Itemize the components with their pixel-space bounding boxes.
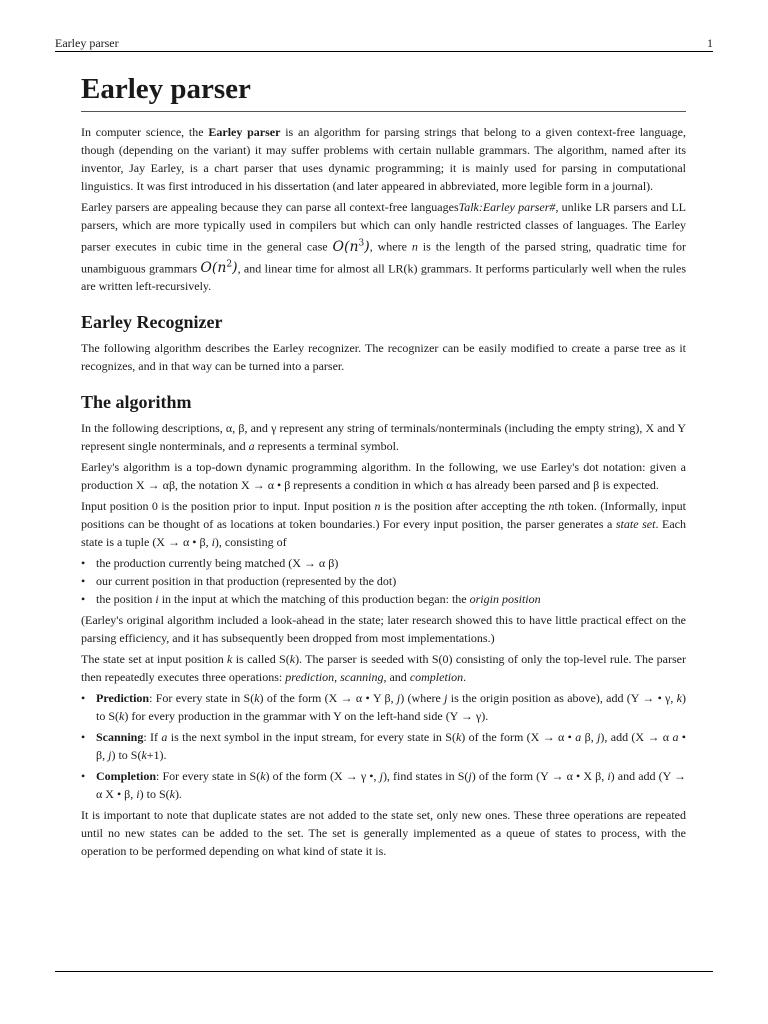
- operation-prediction: • Prediction: For every state in S(k) of the form (X → α • Y β, j) (where j is the origin position as above), add (Y → • γ, k) to S(k) for every production in the grammar with Y on the left-hand side (Y → γ).: [81, 691, 686, 724]
- algorithm-paragraph-4: (Earley's original algorithm included a look-ahead in the state; later research showed this to have little practical effect on the parsing efficiency, and it has subsequently been dropped from most implementations.): [81, 613, 686, 646]
- page-title: Earley parser: [81, 72, 686, 112]
- footer-rule: [55, 971, 713, 972]
- article-body: [81, 72, 686, 863]
- talk-reference: Talk:Earley parser#: [458, 200, 556, 214]
- list-item: • the position i in the input at which the matching of this production began: the origin position: [81, 592, 541, 607]
- section-heading-earley-recognizer: Earley Recognizer: [81, 312, 223, 333]
- header-rule: [55, 51, 713, 52]
- intro-paragraph-1: In computer science, the Earley parser is an algorithm for parsing strings that belong to a given context-free language, though (depending on the variant) it may suffer problems with certain nullable grammars. The algorithm, named after its inventor, Jay Earley, is a chart parser that uses dynamic programming; it is mainly used for parsing in computational linguistics. It was first introduced in his dissertation (and later appeared in abbreviated, more legible form in a journal).: [81, 125, 687, 193]
- section-heading-the-algorithm: The algorithm: [81, 392, 192, 413]
- running-head-title: Earley parser: [55, 36, 119, 50]
- algorithm-paragraph-3: Input position 0 is the position prior to input. Input position n is the position after accepting the nth token. (Informally, input positions can be thought of as locations at token boundaries.) For every input position, the parser generates a state set. Each state is a tuple (X → α • β, i), consisting of: [81, 499, 687, 550]
- operation-scanning: • Scanning: If a is the next symbol in the input stream, for every state in S(k) of the form (X → α • a β, j), add (X → α a • β, j) to S(k+1).: [81, 730, 687, 763]
- running-head: [55, 36, 713, 52]
- algorithm-paragraph-5: The state set at input position k is called S(k). The parser is seeded with S(0) consisting of only the top-level rule. The parser then repeatedly executes three operations: prediction, scanning, and completion.: [81, 652, 686, 685]
- page-number: 1: [707, 36, 713, 50]
- intro-paragraph-2: Earley parsers are appealing because they can parse all context-free languagesTalk:Earley parser#, unlike LR parsers and LL parsers, which are more typically used in compilers but which can only handle restricted classes of languages. The Earley parser executes in cubic time in the general case $O(n^3)$, where n is the length of the parsed string, quadratic time for unambiguous grammars $O(n^2)$, and linear time for almost all LR(k) grammars. It performs particularly well when the rules are written left-recursively.: [81, 200, 686, 294]
- tuple-components-list: [81, 554, 686, 608]
- recognizer-paragraph: The following algorithm describes the Earley recognizer. The recognizer can be easily modified to create a parse tree as it recognizes, and in that way can be turned into a parser.: [81, 341, 686, 374]
- operation-completion: • Completion: For every state in S(k) of the form (X → γ •, j), find states in S(j) of the form (Y → α • X β, i) and add (Y → α X • β, i) to S(k).: [81, 769, 686, 802]
- term-state-set: state set: [615, 517, 656, 532]
- quadratic-time-formula: $O(n^2)$: [200, 259, 238, 277]
- list-item: • our current position in that production (represented by the dot): [81, 574, 397, 589]
- term-origin-position: origin position: [469, 592, 541, 607]
- algorithm-paragraph-6: It is important to note that duplicate states are not added to the state set, only new ones. These three operations are repeated until no new states can be added to the set. The set is generally implemented as a queue of states to process, with the operation to be performed depending on what kind of state it is.: [81, 808, 686, 859]
- list-item: • the production currently being matched (X → α β): [81, 556, 339, 571]
- cubic-time-formula: $O(n^3)$: [332, 238, 370, 255]
- algorithm-paragraph-1: In the following descriptions, α, β, and γ represent any string of terminals/nonterminals (including the empty string), X and Y represent single nonterminals, and a represents a terminal symbol.: [81, 421, 686, 454]
- algorithm-paragraph-2: Earley's algorithm is a top-down dynamic programming algorithm. In the following, we use Earley's dot notation: given a production X → αβ, the notation X → α • β represents a condition in which α has already been parsed and β is expected.: [81, 460, 686, 493]
- operations-list: [81, 689, 686, 803]
- term-earley-parser: Earley parser: [208, 125, 281, 139]
